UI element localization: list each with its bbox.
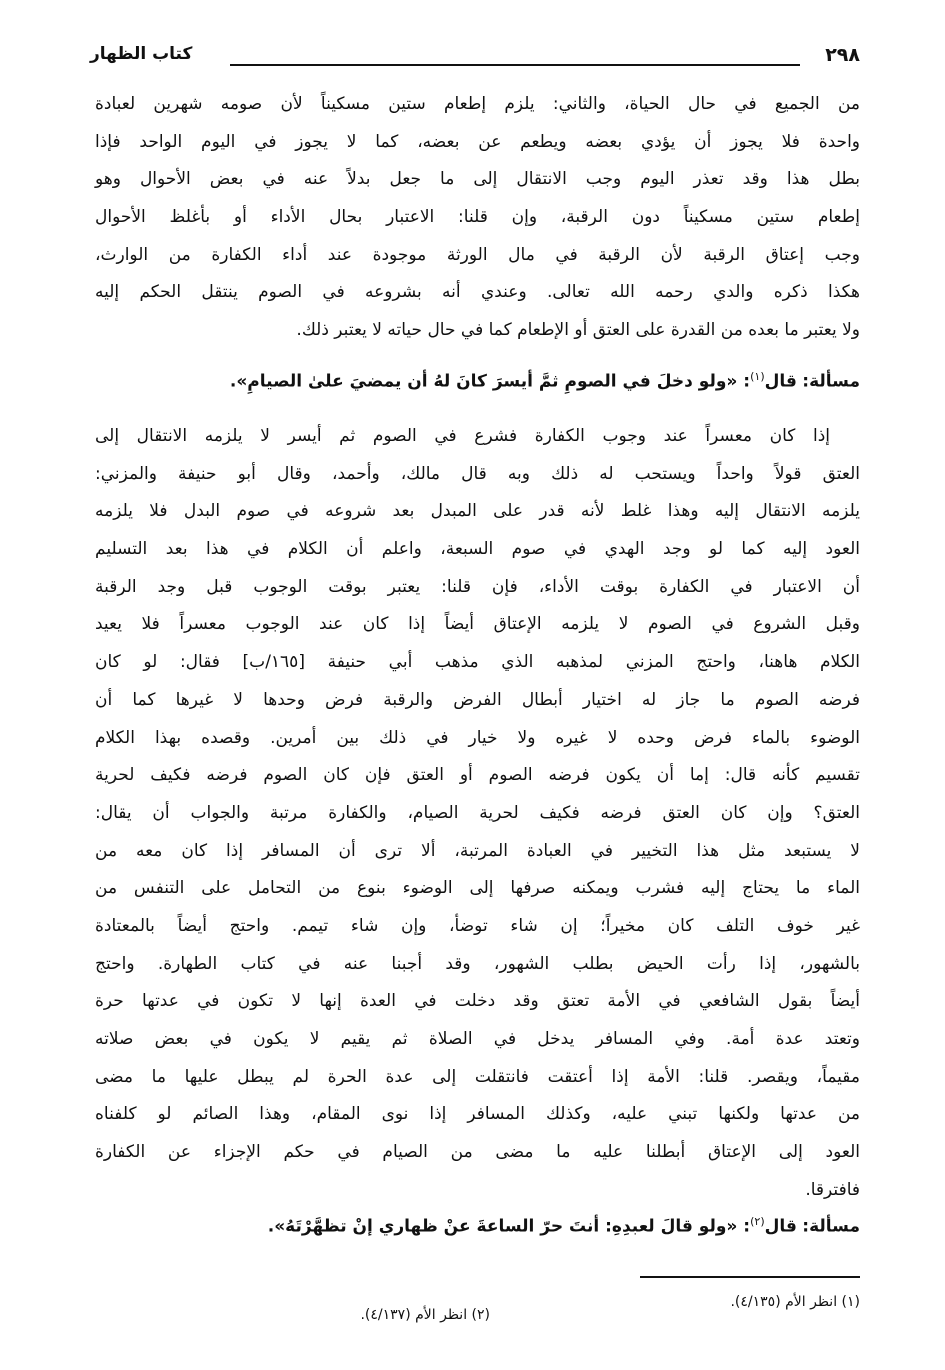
chapter-title: كتاب الظهار <box>90 44 193 64</box>
page-number: ٢٩٨ <box>825 44 860 66</box>
paragraph-2 <box>95 418 860 1209</box>
text-line: إطعام ستين مسكيناً دون الرقبة، وإن قلنا: الاعتبار بحال الأداء أو بأغلظ الأحوال <box>95 207 860 228</box>
text-line: وقبل الشروع في الصوم لا يلزمه الإعتاق أيضاً إذا كان عند الوجوب معسراً فلا يعيد <box>95 614 860 635</box>
text-line: وتعتد عدة أمة. وفي المسافر يدخل في الصلاة ثم يقيم لا يكون في بعض صلاته <box>95 1029 860 1049</box>
text-line: ولا يعتبر ما بعده من القدرة على العتق أو الإطعام كما في حال حياته لا يعتبر ذلك. <box>296 320 860 341</box>
text-line: هكذا ذكره والدي رحمه الله تعالى. وعندي أنه بشروعه في الصوم ينتقل الحكم إليه <box>95 282 860 303</box>
text-line: العود إليه كما لو وجد الهدي في صوم السبعة، واعلم أن الكلام في هذا بعد التسليم <box>95 539 860 560</box>
text-line: غير خوف التلف كان مخيراً؛ إن شاء توضأ، وإن شاء تيمم. واحتج أيضاً بالمعتادة <box>95 915 860 936</box>
text-line: يلزمه الانتقال إليه وهذا غلط لأنه قدر على المبدل بعد شروعه في صوم البدل فلا يلزمه <box>95 501 860 522</box>
masala-heading-1 <box>230 370 860 392</box>
masala-qal: قال <box>764 1216 797 1237</box>
masala-label: مسألة: <box>802 1216 860 1237</box>
text-line: الوضوء بالماء فرض وحده لا غيره ولا خيار في ذلك بين أمرين. وقصده بهذا الكلام <box>95 727 860 748</box>
text-line: مقيماً، ويقصر. قلنا: الأمة إذا أعتقت فانتقلت إلى عدة الحرة لم يبطل عليها ما مضى <box>95 1066 860 1087</box>
footnote-1: (١) انظر الأم (٤/١٣٥). <box>730 1294 860 1310</box>
text-line: فرضه الصوم ما جاز له اختيار أبطال الفرض والرقبة فرض وحدها لا غيرها كما أن <box>95 689 860 710</box>
text-line: أن الاعتبار في الكفارة بوقت الأداء، فإن قلنا: يعتبر بوقت الوجوب قبل وجد الرقبة <box>95 576 860 597</box>
masala-text: : «ولو دخلَ في الصومِ ثمَّ أيسرَ كانَ لهُ أن يمضيَ علىٰ الصيامِ». <box>229 371 751 392</box>
footnote-ref: (٢) <box>750 1215 765 1228</box>
footnote-ref: (١) <box>750 370 765 383</box>
running-header <box>90 44 860 78</box>
text-line: وجب إعتاق الرقبة لأن الرقبة في مال الورثة موجودة عند أداء الكفارة من الوارث، <box>95 244 860 265</box>
text-line: الماء ما يحتاج إليه فشرب ويمكنه صرفها إلى الوضوء بنوع من التحامل على التنفس من <box>95 878 860 899</box>
text-line: أيضاً بقول الشافعي في الأمة تعتق وقد دخلت في العدة إنها لا تكون في عدتها حرة <box>95 991 860 1012</box>
text-line: لا يستبعد مثل هذا التخيير في العبادة المرتبة، ألا ترى أن المسافر إذا كان معه من <box>95 840 860 861</box>
text-line: العود إلى الإعتاق أبطلنا عليه ما مضى من الصيام في حكم الإجزاء عن الكفارة <box>95 1142 860 1163</box>
masala-qal: قال <box>764 371 797 392</box>
text-line: واحدة فلا يجوز أن يؤدي بعضه ويطعم عن بعضه، كما لا يجوز في اليوم الواحد فإذا <box>95 131 860 152</box>
text-line: بطل هذا وقد تعذر اليوم وجب الانتقال إلى ما جعل بدلاً عنه في بعض الأحوال وهو <box>95 169 860 190</box>
footnote-rule <box>640 1276 860 1278</box>
text-line: الكلام هاهنا، واحتج المزني لمذهبه الذي مذهب أبي حنيفة [١٦٥/ب] فقال: لو كان <box>95 652 860 673</box>
text-line: فافترقا. <box>805 1179 860 1200</box>
masala-label: مسألة: <box>802 371 860 392</box>
paragraph-1 <box>95 86 860 350</box>
text-line: إذا كان معسراً عند وجوب الكفارة فشرع في الصوم ثم أيسر لا يلزمه الانتقال إلى <box>95 426 830 446</box>
text-line: تقسيم كأنه قال: إما أن يكون فرضه الصوم أو العتق فإن كان الصوم فرضه فكيف لحرية <box>95 765 860 786</box>
text-line: العتق قولاً واحداً ويستحب له ذلك وبه قال مالك، وأحمد، وقال أبو حنيفة والمزني: <box>95 463 860 484</box>
header-rule <box>230 64 800 66</box>
text-line: بالشهور، إذا رأت الحيض بطلب الشهور، وقد أجبنا عنه في كتاب الطهارة. واحتج <box>95 953 860 974</box>
text-line: من عدتها ولكنها تبني عليه، وكذلك المسافر إذا نوى المقام، وهذا الصائم لو كلفناه <box>95 1104 860 1125</box>
masala-text: : «ولو قالَ لعبدِهِ: أنتَ حرّ الساعةَ عنْ ظهاري إنْ تظهَّرْتَهُ». <box>267 1216 751 1237</box>
footnote-2: (٢) انظر الأم (٤/١٣٧). <box>360 1307 490 1323</box>
masala-heading-2 <box>268 1215 860 1237</box>
text-line: العتق؟ وإن كان العتق فرضه فكيف لحرية الصيام، والكفارة مرتبة والجواب أن يقال: <box>95 802 860 823</box>
text-line: من الجميع في حال الحياة، والثاني: يلزم إطعام ستين مسكيناً لأن صومه شهرين لعبادة <box>95 94 860 114</box>
